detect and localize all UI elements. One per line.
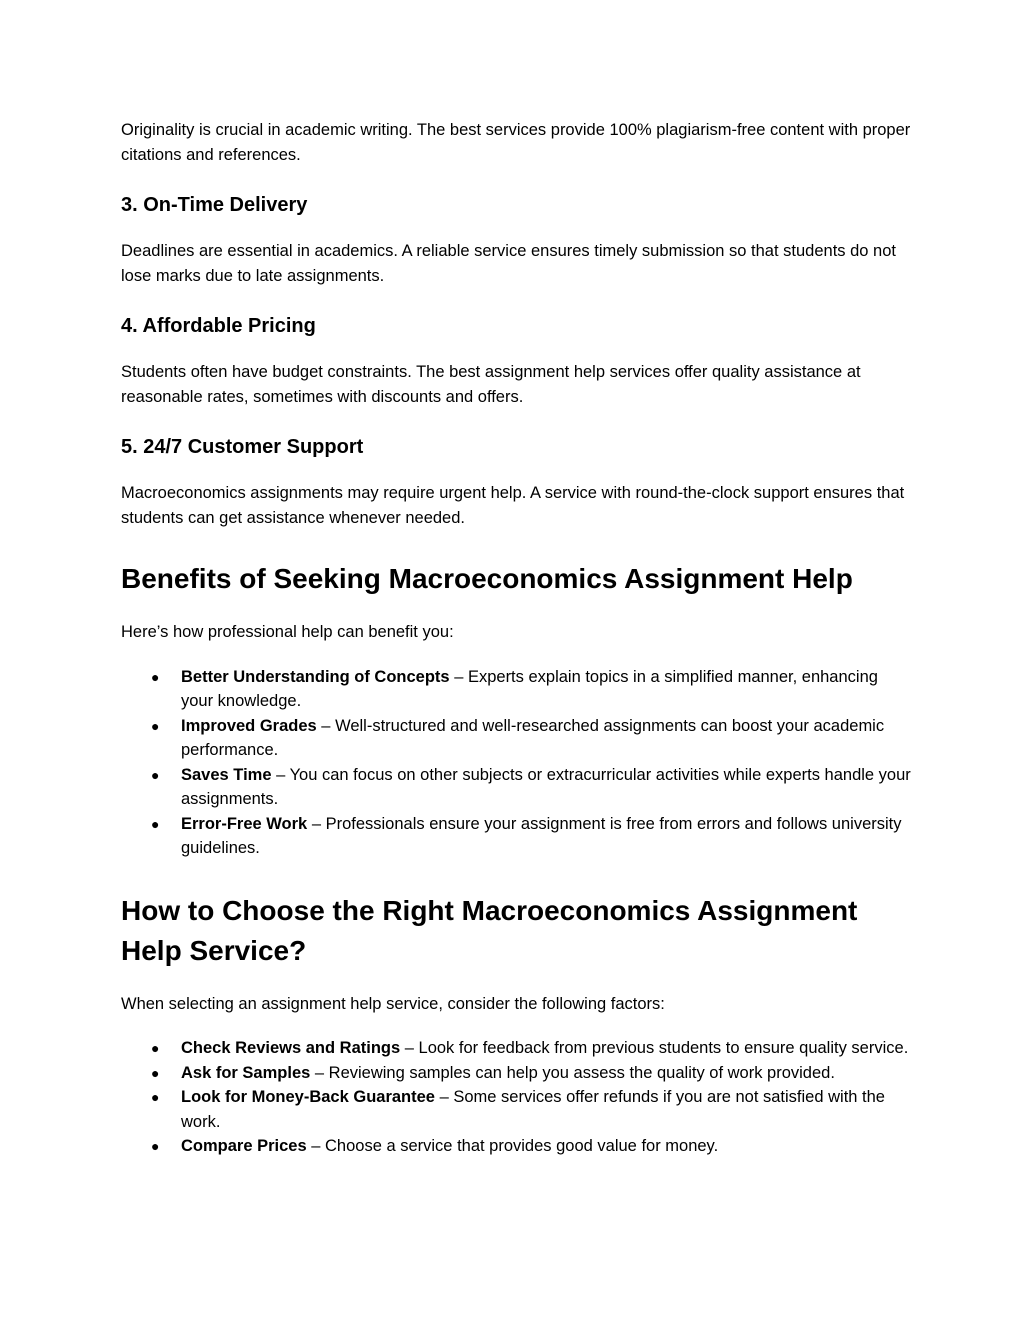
list-item	[121, 1061, 911, 1086]
list-item	[121, 763, 911, 812]
list-item-title: Ask for Samples	[181, 1063, 311, 1082]
bullet-icon: ●	[151, 1089, 160, 1105]
benefits-list	[121, 665, 911, 861]
list-item	[121, 665, 911, 714]
list-item-text: – Look for feedback from previous students to ensure quality service.	[400, 1039, 909, 1057]
benefits-intro: Here’s how professional help can benefit you:	[121, 623, 454, 641]
list-item-text: – You can focus on other subjects or extracurricular activities while experts handle your assignments.	[181, 765, 911, 808]
bullet-icon: ●	[151, 717, 160, 734]
section-heading-customer-support: 5. 24/7 Customer Support	[121, 436, 364, 458]
list-item-text: – Experts explain topics in a simplified manner, enhancing your knowledge.	[181, 667, 878, 710]
list-item-text: – Professionals ensure your assignment is free from errors and follows university guidelines.	[181, 814, 902, 857]
bullet-icon: ●	[151, 668, 160, 685]
benefits-heading: Benefits of Seeking Macroeconomics Assignment Help	[121, 563, 853, 594]
bullet-icon: ●	[151, 1064, 160, 1081]
section-body-customer-support: Macroeconomics assignments may require urgent help. A service with round-the-clock support ensures that students can get assistance whenever needed.	[121, 484, 905, 527]
list-item-title: Error-Free Work	[181, 814, 308, 833]
list-item	[121, 1134, 911, 1159]
bullet-icon: ●	[151, 815, 160, 832]
document-page	[121, 118, 911, 1159]
list-item-text: – Reviewing samples can help you assess the quality of work provided.	[310, 1063, 835, 1082]
list-item-title: Compare Prices	[181, 1137, 307, 1155]
list-item-text: – Some services offer refunds if you are not satisfied with the work.	[181, 1088, 885, 1131]
list-item-title: Saves Time	[181, 765, 272, 784]
list-item-title: Look for Money-Back Guarantee	[181, 1088, 435, 1106]
choose-intro: When selecting an assignment help service, consider the following factors:	[121, 994, 665, 1013]
section-heading-affordable-pricing: 4. Affordable Pricing	[121, 315, 316, 337]
section-body-affordable-pricing: Students often have budget constraints. The best assignment help services offer quality assistance at reasonable rates, sometimes with discounts and offers.	[121, 363, 861, 406]
section-heading-on-time-delivery: 3. On-Time Delivery	[121, 194, 308, 216]
list-item	[121, 812, 911, 861]
section-body-on-time-delivery: Deadlines are essential in academics. A reliable service ensures timely submission so that students do not lose marks due to late assignments.	[121, 242, 896, 285]
bullet-icon: ●	[151, 1138, 160, 1154]
choose-list	[121, 1036, 911, 1159]
list-item	[121, 714, 911, 763]
choose-heading: How to Choose the Right Macroeconomics Assignment Help Service?	[121, 894, 858, 966]
list-item-title: Improved Grades	[181, 716, 317, 735]
list-item-text: – Well-structured and well-researched assignments can boost your academic performance.	[181, 716, 885, 759]
intro-paragraph: Originality is crucial in academic writing. The best services provide 100% plagiarism-free content with proper citations and references.	[121, 121, 911, 164]
list-item-title: Better Understanding of Concepts	[181, 667, 450, 686]
list-item	[121, 1036, 911, 1061]
list-item-text: – Choose a service that provides good value for money.	[306, 1137, 719, 1155]
bullet-icon: ●	[151, 1040, 160, 1056]
list-item	[121, 1085, 911, 1134]
bullet-icon: ●	[151, 766, 160, 783]
list-item-title: Check Reviews and Ratings	[181, 1039, 401, 1057]
